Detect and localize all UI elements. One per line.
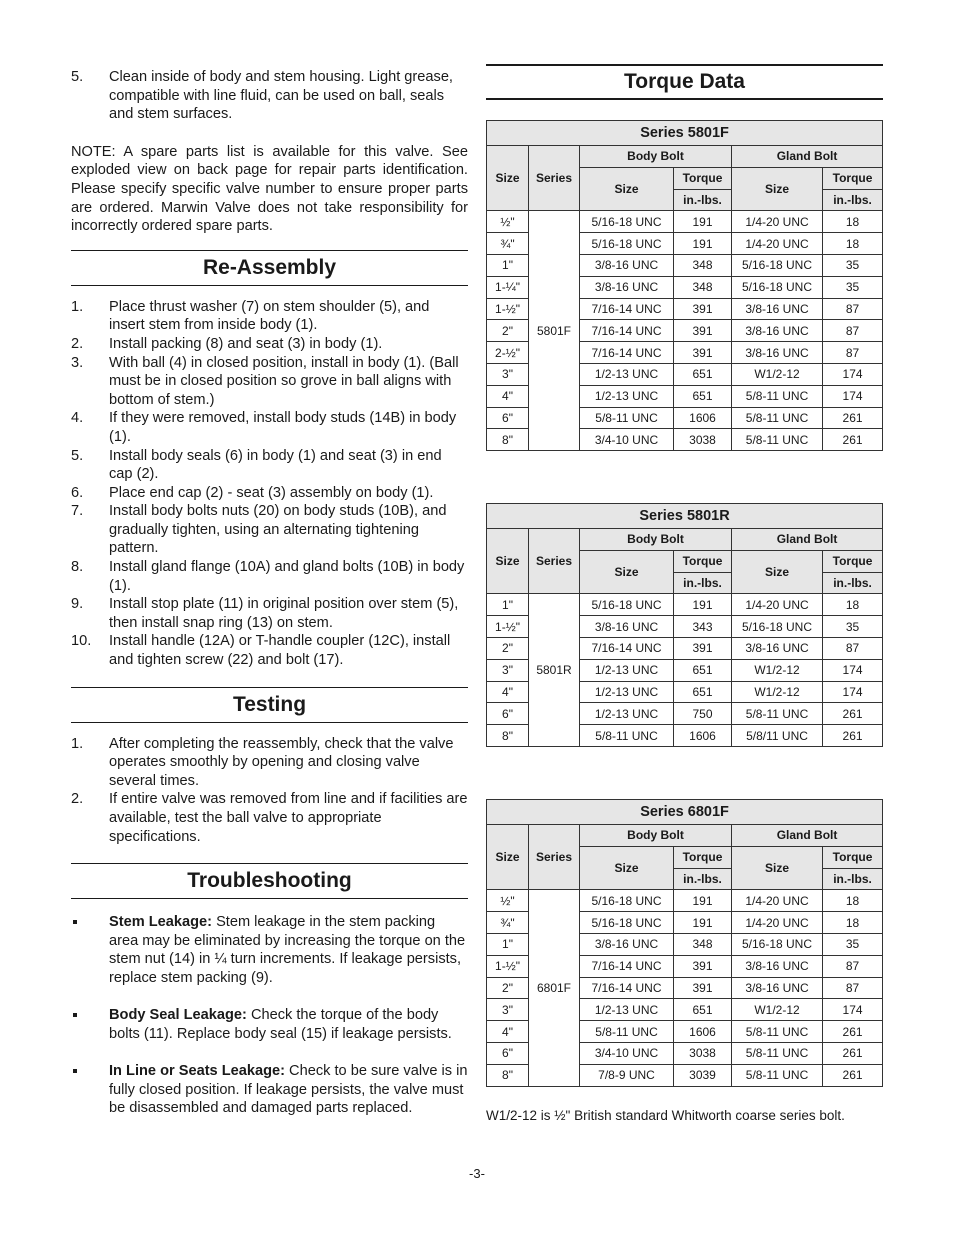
reassembly-heading: Re-Assembly	[71, 250, 468, 286]
step-text: Place thrust washer (7) on stem shoulder (5), and insert stem from inside body (1).	[109, 298, 430, 334]
gland-bolt-torque-cell: 174	[823, 385, 883, 407]
step-number: 4.	[71, 410, 84, 427]
valve-size-cell: 1"	[487, 594, 529, 616]
step-text: After completing the reassembly, check that the valve operates smoothly by opening and closing valve several times.	[109, 735, 454, 789]
gland-bolt-size-cell: 5/8/11 UNC	[732, 725, 823, 747]
gland-bolt-size-cell: 5/8-11 UNC	[732, 1021, 823, 1043]
col-header-series: Series	[529, 825, 580, 890]
gland-bolt-size-cell: 1/4-20 UNC	[732, 233, 823, 255]
gland-bolt-torque-cell: 261	[823, 703, 883, 725]
body-bolt-torque-cell: 391	[674, 320, 732, 342]
col-header-units: in.-lbs.	[674, 868, 732, 890]
body-bolt-size-cell: 3/4-10 UNC	[580, 1042, 674, 1064]
issue-text: Check to be sure valve is in fully closed position. If leakage persists, the valve must be disassembled and damaged parts replaced.	[109, 1062, 468, 1117]
gland-bolt-size-cell: W1/2-12	[732, 999, 823, 1021]
step-text: Install handle (12A) or T-handle coupler (12C), install and tighten screw (22) and bolt (17).	[109, 633, 451, 669]
step-text: Clean inside of body and stem housing. Light grease, compatible with line fluid, can be used on ball, seals and stem surfaces.	[109, 69, 453, 123]
valve-size-cell: 1-¼"	[487, 276, 529, 298]
valve-size-cell: 1-½"	[487, 955, 529, 977]
body-bolt-size-cell: 7/16-14 UNC	[580, 298, 674, 320]
gland-bolt-torque-cell: 35	[823, 276, 883, 298]
issue-label: Stem Leakage:	[109, 914, 213, 931]
step-text: Install stop plate (11) in original position over stem (5), then install snap ring (13) on stem.	[109, 596, 459, 631]
list-item	[71, 913, 468, 987]
body-bolt-size-cell: 5/16-18 UNC	[580, 233, 674, 255]
body-bolt-torque-cell: 1606	[674, 725, 732, 747]
col-header-bolt-size: Size	[732, 846, 823, 890]
body-bolt-torque-cell: 191	[674, 890, 732, 912]
col-header-torque: Torque	[823, 846, 883, 868]
gland-bolt-size-cell: 5/16-18 UNC	[732, 276, 823, 298]
gland-bolt-size-cell: W1/2-12	[732, 363, 823, 385]
step-number: 2.	[71, 791, 84, 808]
body-bolt-size-cell: 1/2-13 UNC	[580, 999, 674, 1021]
step-text: Install body seals (6) in body (1) and seat (3) in end cap (2).	[109, 447, 442, 483]
gland-bolt-torque-cell: 35	[823, 616, 883, 638]
body-bolt-size-cell: 7/16-14 UNC	[580, 955, 674, 977]
body-bolt-torque-cell: 651	[674, 363, 732, 385]
body-bolt-torque-cell: 391	[674, 342, 732, 364]
valve-size-cell: 1-½"	[487, 616, 529, 638]
gland-bolt-size-cell: 1/4-20 UNC	[732, 211, 823, 233]
step-text: Place end cap (2) - seat (3) assembly on body (1).	[109, 484, 434, 501]
gland-bolt-torque-cell: 174	[823, 999, 883, 1021]
series-cell: 5801R	[529, 594, 580, 747]
table-row	[487, 890, 883, 912]
list-item	[71, 1006, 468, 1043]
body-bolt-size-cell: 3/8-16 UNC	[580, 933, 674, 955]
valve-size-cell: 4"	[487, 1021, 529, 1043]
gland-bolt-size-cell: 5/16-18 UNC	[732, 254, 823, 276]
col-header-series: Series	[529, 146, 580, 211]
body-bolt-torque-cell: 343	[674, 616, 732, 638]
col-header-units: in.-lbs.	[674, 189, 732, 211]
body-bolt-size-cell: 7/16-14 UNC	[580, 342, 674, 364]
table-row	[487, 594, 883, 616]
valve-size-cell: 4"	[487, 385, 529, 407]
series-cell: 5801F	[529, 211, 580, 451]
gland-bolt-torque-cell: 18	[823, 594, 883, 616]
valve-size-cell: 6"	[487, 703, 529, 725]
troubleshooting-heading: Troubleshooting	[71, 863, 468, 899]
valve-size-cell: 2"	[487, 637, 529, 659]
list-item	[71, 68, 468, 124]
gland-bolt-torque-cell: 174	[823, 659, 883, 681]
step-number: 9.	[71, 596, 84, 613]
gland-bolt-torque-cell: 174	[823, 363, 883, 385]
gland-bolt-size-cell: 5/8-11 UNC	[732, 429, 823, 451]
valve-size-cell: 2"	[487, 977, 529, 999]
step-number: 10.	[71, 633, 92, 650]
body-bolt-size-cell: 7/16-14 UNC	[580, 320, 674, 342]
gland-bolt-size-cell: 5/8-11 UNC	[732, 1064, 823, 1086]
page-number: -3-	[469, 1166, 485, 1181]
step-text: If entire valve was removed from line and if facilities are available, test the ball valve to appropriate specifications.	[109, 791, 468, 845]
bullet-square-icon	[73, 920, 77, 924]
right-column	[486, 64, 883, 1123]
torque-data-heading: Torque Data	[486, 64, 883, 100]
testing-steps	[71, 735, 468, 847]
valve-size-cell: 1"	[487, 254, 529, 276]
body-bolt-size-cell: 3/8-16 UNC	[580, 616, 674, 638]
troubleshooting-items	[71, 913, 468, 1118]
gland-bolt-size-cell: 5/8-11 UNC	[732, 407, 823, 429]
body-bolt-torque-cell: 191	[674, 233, 732, 255]
valve-size-cell: 6"	[487, 1042, 529, 1064]
gland-bolt-torque-cell: 35	[823, 254, 883, 276]
gland-bolt-torque-cell: 87	[823, 320, 883, 342]
issue-label: Body Seal Leakage:	[109, 1007, 247, 1024]
torque-table	[486, 799, 883, 1087]
issue-text: Check the torque of the body bolts (11). Replace body seal (15) if leakage persists.	[109, 1007, 452, 1042]
body-bolt-torque-cell: 1606	[674, 1021, 732, 1043]
gland-bolt-torque-cell: 261	[823, 1042, 883, 1064]
body-bolt-torque-cell: 391	[674, 298, 732, 320]
valve-size-cell: 8"	[487, 725, 529, 747]
gland-bolt-size-cell: 1/4-20 UNC	[732, 890, 823, 912]
step-number: 6.	[71, 484, 84, 501]
table-title: Series 5801R	[487, 504, 883, 529]
gland-bolt-torque-cell: 174	[823, 681, 883, 703]
col-header-torque: Torque	[674, 550, 732, 572]
col-header-size: Size	[487, 529, 529, 594]
body-bolt-size-cell: 1/2-13 UNC	[580, 363, 674, 385]
bullet-square-icon	[73, 1069, 77, 1073]
body-bolt-size-cell: 5/16-18 UNC	[580, 594, 674, 616]
body-bolt-size-cell: 3/8-16 UNC	[580, 254, 674, 276]
gland-bolt-size-cell: 3/8-16 UNC	[732, 977, 823, 999]
gland-bolt-torque-cell: 87	[823, 977, 883, 999]
gland-bolt-torque-cell: 18	[823, 912, 883, 934]
list-item	[71, 409, 468, 446]
body-bolt-size-cell: 7/16-14 UNC	[580, 977, 674, 999]
valve-size-cell: 4"	[487, 681, 529, 703]
body-bolt-size-cell: 1/2-13 UNC	[580, 703, 674, 725]
step-number: 5.	[71, 69, 84, 85]
body-bolt-size-cell: 5/16-18 UNC	[580, 211, 674, 233]
body-bolt-torque-cell: 191	[674, 211, 732, 233]
col-header-units: in.-lbs.	[823, 572, 883, 594]
left-column	[71, 68, 468, 1136]
valve-size-cell: 8"	[487, 1064, 529, 1086]
body-bolt-torque-cell: 348	[674, 933, 732, 955]
body-bolt-torque-cell: 3038	[674, 1042, 732, 1064]
list-item	[71, 1062, 468, 1118]
gland-bolt-size-cell: 5/8-11 UNC	[732, 1042, 823, 1064]
body-bolt-torque-cell: 651	[674, 999, 732, 1021]
col-header-bolt-size: Size	[580, 846, 674, 890]
valve-size-cell: 1-½"	[487, 298, 529, 320]
testing-heading: Testing	[71, 687, 468, 723]
issue-label: In Line or Seats Leakage:	[109, 1062, 285, 1079]
gland-bolt-torque-cell: 261	[823, 1064, 883, 1086]
valve-size-cell: 3"	[487, 659, 529, 681]
gland-bolt-size-cell: 3/8-16 UNC	[732, 637, 823, 659]
gland-bolt-size-cell: 1/4-20 UNC	[732, 594, 823, 616]
list-item	[71, 484, 468, 503]
body-bolt-size-cell: 5/8-11 UNC	[580, 407, 674, 429]
col-header-bolt-size: Size	[732, 550, 823, 594]
list-item	[71, 298, 468, 335]
list-item	[71, 595, 468, 632]
step-number: 1.	[71, 298, 84, 315]
gland-bolt-size-cell: 3/8-16 UNC	[732, 342, 823, 364]
torque-table	[486, 120, 883, 451]
body-bolt-torque-cell: 391	[674, 977, 732, 999]
torque-table	[486, 503, 883, 747]
table-title: Series 5801F	[487, 121, 883, 146]
valve-size-cell: 8"	[487, 429, 529, 451]
body-bolt-size-cell: 5/8-11 UNC	[580, 1021, 674, 1043]
gland-bolt-torque-cell: 87	[823, 298, 883, 320]
table-title: Series 6801F	[487, 800, 883, 825]
step-number: 3.	[71, 354, 84, 371]
col-header-body-bolt: Body Bolt	[580, 146, 732, 168]
gland-bolt-size-cell: 3/8-16 UNC	[732, 320, 823, 342]
step-number: 7.	[71, 503, 84, 520]
col-header-torque: Torque	[823, 550, 883, 572]
step-text: Install packing (8) and seat (3) in body (1).	[109, 335, 383, 352]
body-bolt-size-cell: 7/8-9 UNC	[580, 1064, 674, 1086]
valve-size-cell: ¾"	[487, 912, 529, 934]
step-number: 8.	[71, 559, 84, 576]
valve-size-cell: ½"	[487, 211, 529, 233]
valve-size-cell: 1"	[487, 933, 529, 955]
torque-table-6801f	[486, 799, 883, 1087]
col-header-bolt-size: Size	[580, 550, 674, 594]
col-header-body-bolt: Body Bolt	[580, 529, 732, 551]
gland-bolt-size-cell: W1/2-12	[732, 659, 823, 681]
body-bolt-torque-cell: 3039	[674, 1064, 732, 1086]
valve-size-cell: 3"	[487, 999, 529, 1021]
valve-size-cell: 2-½"	[487, 342, 529, 364]
body-bolt-torque-cell: 191	[674, 912, 732, 934]
body-bolt-size-cell: 1/2-13 UNC	[580, 681, 674, 703]
torque-table-5801r	[486, 503, 883, 747]
col-header-units: in.-lbs.	[674, 572, 732, 594]
col-header-torque: Torque	[823, 167, 883, 189]
body-bolt-torque-cell: 348	[674, 276, 732, 298]
step-number: 1.	[71, 735, 84, 752]
col-header-body-bolt: Body Bolt	[580, 825, 732, 847]
body-bolt-torque-cell: 651	[674, 659, 732, 681]
list-item	[71, 735, 468, 791]
body-bolt-torque-cell: 348	[674, 254, 732, 276]
col-header-bolt-size: Size	[580, 167, 674, 211]
col-header-size: Size	[487, 825, 529, 890]
valve-size-cell: ¾"	[487, 233, 529, 255]
gland-bolt-size-cell: 5/8-11 UNC	[732, 385, 823, 407]
step-text: Install gland flange (10A) and gland bolts (10B) in body (1).	[109, 559, 465, 594]
list-item	[71, 632, 468, 669]
body-bolt-size-cell: 7/16-14 UNC	[580, 637, 674, 659]
gland-bolt-size-cell: 1/4-20 UNC	[732, 912, 823, 934]
series-cell: 6801F	[529, 890, 580, 1086]
whitworth-footnote: W1/2-12 is ½" British standard Whitworth coarse series bolt.	[486, 1108, 845, 1123]
body-bolt-torque-cell: 191	[674, 594, 732, 616]
gland-bolt-torque-cell: 87	[823, 637, 883, 659]
col-header-series: Series	[529, 529, 580, 594]
list-item	[71, 447, 468, 484]
body-bolt-torque-cell: 750	[674, 703, 732, 725]
gland-bolt-torque-cell: 87	[823, 955, 883, 977]
step-text: If they were removed, install body studs (14B) in body (1).	[109, 410, 457, 445]
gland-bolt-torque-cell: 261	[823, 407, 883, 429]
gland-bolt-size-cell: 5/8-11 UNC	[732, 703, 823, 725]
list-item	[71, 790, 468, 846]
gland-bolt-torque-cell: 18	[823, 890, 883, 912]
gland-bolt-torque-cell: 261	[823, 429, 883, 451]
reassembly-steps	[71, 298, 468, 670]
body-bolt-torque-cell: 651	[674, 385, 732, 407]
col-header-units: in.-lbs.	[823, 868, 883, 890]
body-bolt-size-cell: 1/2-13 UNC	[580, 659, 674, 681]
bullet-square-icon	[73, 1013, 77, 1017]
step-text: Install body bolts nuts (20) on body studs (10B), and gradually tighten, using an alternating tightening pattern.	[109, 503, 447, 557]
step-5-list	[71, 68, 468, 124]
col-header-torque: Torque	[674, 167, 732, 189]
valve-size-cell: 3"	[487, 363, 529, 385]
gland-bolt-torque-cell: 18	[823, 233, 883, 255]
body-bolt-size-cell: 3/8-16 UNC	[580, 276, 674, 298]
gland-bolt-size-cell: 5/16-18 UNC	[732, 616, 823, 638]
body-bolt-size-cell: 5/16-18 UNC	[580, 890, 674, 912]
body-bolt-torque-cell: 391	[674, 955, 732, 977]
col-header-torque: Torque	[674, 846, 732, 868]
list-item	[71, 335, 468, 354]
valve-size-cell: ½"	[487, 890, 529, 912]
body-bolt-size-cell: 1/2-13 UNC	[580, 385, 674, 407]
col-header-size: Size	[487, 146, 529, 211]
step-text: With ball (4) in closed position, install in body (1). (Ball must be in closed position so grove in ball aligns with bottom of stem.)	[109, 354, 459, 408]
list-item	[71, 354, 468, 410]
gland-bolt-size-cell: 3/8-16 UNC	[732, 298, 823, 320]
col-header-gland-bolt: Gland Bolt	[732, 825, 883, 847]
col-header-bolt-size: Size	[732, 167, 823, 211]
body-bolt-size-cell: 5/16-18 UNC	[580, 912, 674, 934]
body-bolt-torque-cell: 1606	[674, 407, 732, 429]
spare-parts-note: NOTE: A spare parts list is available for this valve. See exploded view on back page for repair parts identification. Please specify specific valve number to ensure proper parts are ordered. Marwin Valve does not take responsibility for incorrectly ordered spare parts.	[71, 143, 468, 235]
body-bolt-size-cell: 5/8-11 UNC	[580, 725, 674, 747]
body-bolt-torque-cell: 3038	[674, 429, 732, 451]
body-bolt-torque-cell: 391	[674, 637, 732, 659]
body-bolt-torque-cell: 651	[674, 681, 732, 703]
gland-bolt-torque-cell: 18	[823, 211, 883, 233]
body-bolt-size-cell: 3/4-10 UNC	[580, 429, 674, 451]
col-header-units: in.-lbs.	[823, 189, 883, 211]
step-number: 2.	[71, 335, 84, 352]
col-header-gland-bolt: Gland Bolt	[732, 146, 883, 168]
col-header-gland-bolt: Gland Bolt	[732, 529, 883, 551]
gland-bolt-torque-cell: 87	[823, 342, 883, 364]
torque-table-5801f	[486, 120, 883, 451]
gland-bolt-size-cell: 5/16-18 UNC	[732, 933, 823, 955]
gland-bolt-size-cell: 3/8-16 UNC	[732, 955, 823, 977]
gland-bolt-torque-cell: 261	[823, 725, 883, 747]
list-item	[71, 558, 468, 595]
valve-size-cell: 6"	[487, 407, 529, 429]
issue-text: Stem leakage in the stem packing area may be eliminated by increasing the torque on the stem nut (14) in ¼ turn increments. If leakage persists, replace stem packing (9).	[109, 914, 466, 986]
step-number: 5.	[71, 447, 84, 464]
valve-size-cell: 2"	[487, 320, 529, 342]
table-row	[487, 211, 883, 233]
gland-bolt-size-cell: W1/2-12	[732, 681, 823, 703]
list-item	[71, 502, 468, 558]
gland-bolt-torque-cell: 261	[823, 1021, 883, 1043]
gland-bolt-torque-cell: 35	[823, 933, 883, 955]
